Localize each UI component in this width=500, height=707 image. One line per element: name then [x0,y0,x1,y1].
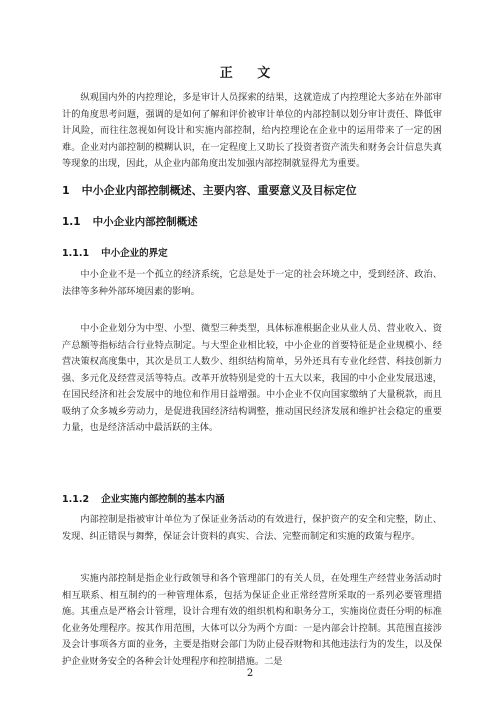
section-1-1-1-title: 中小企业的界定 [101,248,168,259]
page-number: 2 [246,668,254,679]
page-title: 正 文 [219,66,281,81]
section-1-title: 中小企业内部控制概述、主要内容、重要意义及目标定位 [81,184,357,197]
section-1-1-1-paragraph-2: 中小企业划分为中型、小型、微型三种类型，具体标准根据企业从业人员、营业收入、资产总额等指标结合行业特点制定。与大型企业相比较，中小企业的首要特征是企业规模小、经营决策权高度集中，其次是员工人数少、组织结构简单，另外还具有专业化经营、科技创新力强、多元化及经营灵活等特点。改革开放特别是党的十五大以来，我国的中小企业发展迅速，在国民经济和社会发展中的地位和作用日益增强。中小企业不仅向国家缴纳了大量税款，而且吸纳了众多城乡劳动力，是促进我国经济结构调整，推动国民经济发展和维护社会稳定的重要力量，也是经济活动中最活跃的主体。 [62,323,442,433]
section-1-1-2-title: 企业实施内部控制的基本内涵 [101,494,225,505]
section-1-1-number: 1.1 [62,216,81,228]
intro-paragraph: 纵观国内外的内控理论，多是审计人员探索的结果，这就造成了内控理论大多站在外部审计的角度思考问题，强调的是如何了解和评价被审计单位的内部控制以划分审计责任、降低审计风险，而往往忽视如何设计和实施内部控制，给内控理论在企业中的运用带来了一定的困难。企业对内部控制的模糊认识，在一定程度上又助长了投资者资产流失和财务会计信息失真等现象的出现，因此，从企业内部角度出发加强内部控制就显得尤为重要。 [62,92,442,169]
section-1-1-heading [62,214,198,229]
section-1-1-title: 中小企业内部控制概述 [92,216,198,228]
section-1-1-1-heading [62,245,168,259]
section-1-heading [62,182,357,198]
section-1-1-2-paragraph-1: 内部控制是指被审计单位为了保证业务活动的有效进行，保护资产的安全和完整，防止、发现、纠正错误与舞弊，保证会计资料的真实、合法、完整而制定和实施的政策与程序。 [62,514,442,542]
section-1-1-2-number: 1.1.2 [62,494,90,505]
section-1-1-1-number: 1.1.1 [62,248,90,259]
section-1-1-2-heading [62,491,225,505]
section-1-number: 1 [62,184,70,197]
section-1-1-2-paragraph-2: 实施内部控制是指企业行政领导和各个管理部门的有关人员，在处理生产经营业务活动时相互联系、相互制约的一种管理体系，包括为保证企业正常经营所采取的一系列必要管理措施。其重点是严格会计管理，设计合理有效的组织机构和职务分工，实施岗位责任分明的标准化业务处理程序。按其作用范围，大体可以分为两个方面：一是内部会计控制。其范围直接涉及会计事项各方面的业务，主要是指财会部门为防止侵吞财物和其他违法行为的发生，以及保护企业财务安全的各种会计处理程序和控制措施。二是 [62,573,442,667]
section-1-1-1-paragraph-1: 中小企业不是一个孤立的经济系统，它总是处于一定的社会环境之中，受到经济、政治、法律等多种外部环境因素的影响。 [62,269,442,297]
